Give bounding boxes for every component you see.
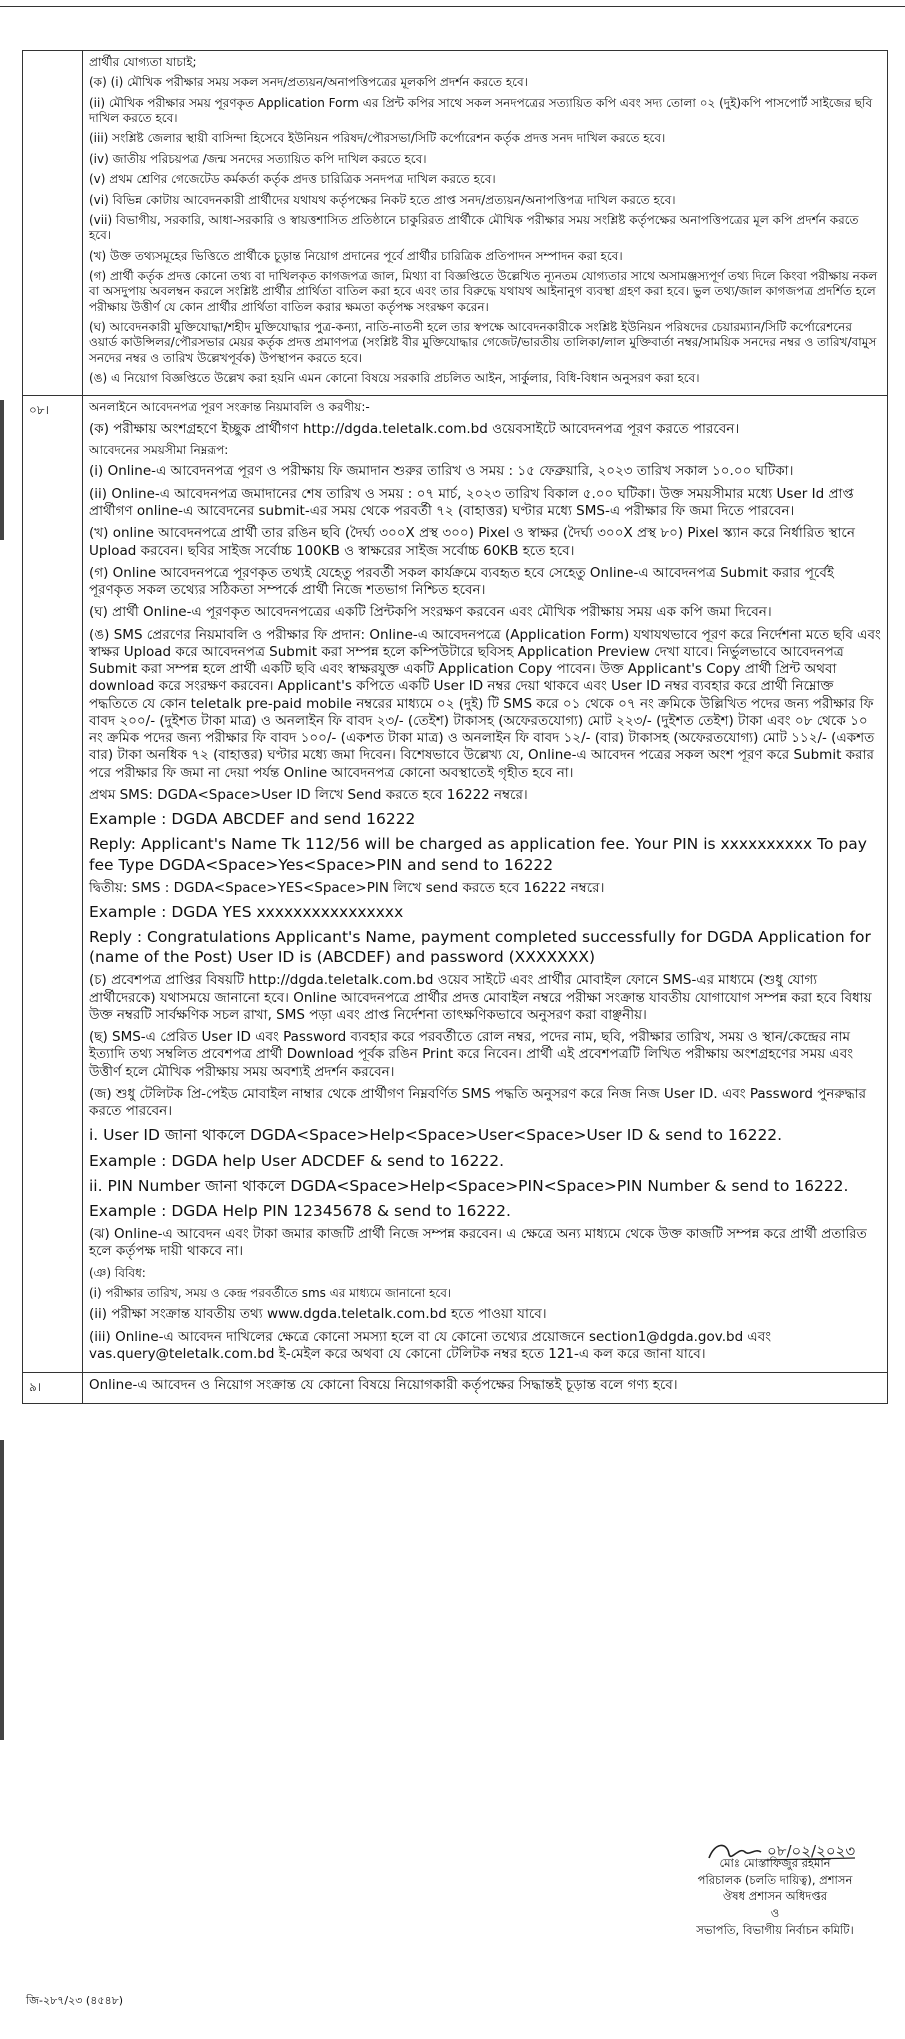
clause-text: (খ) উক্ত তথ্যসমূহের ভিত্তিতে প্রার্থীকে চূড়ান্ত নিয়োগ প্রদানের পূর্বে প্রার্থীর চারিত্রিক প্রতিপাদন সম্পাদন করা হবে। [89,248,623,263]
row-number: ০৮। [23,396,83,1373]
clause-text: Example : DGDA help User ADCDEF & send to 16222. [89,1151,505,1170]
clause-text: (iii) Online-এ আবেদন দাখিলের ক্ষেত্রে কোনো সমস্যা হলে বা যে কোনো তথ্যের প্রয়োজনে section1@dgda.gov.bd এবং vas.query@teletalk.com.bd ই-মেইল করে অথবা যে কোনো টেলিটক নম্বর হতে 121-এ কল করে জানা যাবে। [89,1328,772,1362]
notice-row [23,396,888,1373]
clause-text: Reply: Applicant's Name Tk 112/56 will be charged as application fee. Your PIN is xxxxxxxxxx To pay fee Type DGDA<Space>Yes<Space>PIN and send to 16222 [89,835,867,874]
clause-text: (ঙ) SMS প্রেরণের নিয়মাবলি ও পরীক্ষার ফি প্রদান: Online-এ আবেদনপত্রে (Application Form) যথাযথভাবে পূরণ করে নির্দেশনা মতে ছবি এবং স্বাক্ষর Upload করে আবেদনপত্র Submit করা সম্পন্ন হলে কম্পিউটারে ছবিসহ Application Preview দেখা যাবে। নির্ভুলভাবে আবেদনপত্র Submit করা সম্পন্ন হলে প্রার্থী একটি ছবি এবং স্বাক্ষরযুক্ত একটি Application Copy পাবেন। উক্ত Applicant's Copy প্রার্থী প্রিন্ট অথবা download করে সংরক্ষণ করবেন। Applicant's কপিতে একটি User ID নম্বর দেয়া থাকবে এবং User ID নম্বর ব্যবহার করে প্রার্থী নিম্নোক্ত পদ্ধতিতে যে কোন teletalk pre-paid mobile নম্বরের মাধ্যমে ০২ (দুই) টি SMS করে ০১ থেকে ০৭ নং ক্রমিকে উল্লিখিত পদের জন্য পরীক্ষার ফি বাবদ ২০০/- (দুইশত টাকা মাত্র) ও অনলাইন ফি বাবদ ২৩/- (তেইশ) টাকাসহ (অফেরতযোগ্য) মোট ২২৩/- (দুইশত তেইশ) টাকা এবং ০৮ থেকে ১০ নং ক্রমিক পদের জন্য পরীক্ষার ফি বাবদ ১০০/- (একশত টাকা মাত্র) ও অনলাইন ফি বাবদ ১২/- (বার) টাকাসহ (অফেরতযোগ্য) মোট ১১২/- (একশত বার) টাকা অনধিক ৭২ (বাহাত্তর) ঘণ্টার মধ্যে জমা দিবেন। বিশেষভাবে উল্লেখ্য যে, Online-এ আবেদন পত্রের সকল অংশ পূরণ করে Submit করার পরে পরীক্ষার ফি জমা না দেয়া পর্যন্ত Online আবেদনপত্র কোনো অবস্থাতেই গৃহীত হবে না। [89,626,881,781]
clause-text: (vii) বিভাগীয়, সরকারি, আধা-সরকারি ও স্বায়ত্তশাসিত প্রতিষ্ঠানে চাকুরিরত প্রার্থীকে মৌখিক পরীক্ষার সময় সংশ্লিষ্ট কর্তৃপক্ষের অনাপত্তিপত্রের মূল কপি প্রদর্শন করতে হবে। [89,212,859,243]
clause-text: (iv) জাতীয় পরিচয়পত্র /জন্ম সনদের সত্যায়িত কপি দাখিল করতে হবে। [89,151,427,166]
clause-text: (ii) মৌখিক পরীক্ষার সময় পূরণকৃত Application Form এর প্রিন্ট কপির সাথে সকল সনদপত্রের সত্যায়িত কপি এবং সদ্য তোলা ০২ (দুই)কপি পাসপোর্ট সাইজের ছবি দাখিল করতে হবে। [89,95,873,126]
clause-text: Example : DGDA Help PIN 12345678 & send to 16222. [89,1201,511,1220]
row-number: ৯। [23,1373,83,1404]
clause-text: ii. PIN Number জানা থাকলে DGDA<Space>Help<Space>PIN<Space>PIN Number & send to 16222. [89,1176,849,1195]
clause-text: প্রথম SMS: DGDA<Space>User ID লিখে Send করতে হবে 16222 নম্বরে। [89,786,528,803]
clause-text: আবেদনের সময়সীমা নিম্নরূপ: [89,443,229,458]
row-content [83,396,888,1373]
clause-text: (ছ) SMS-এ প্রেরিত User ID এবং Password ব্যবহার করে পরবর্তীতে রোল নম্বর, পদের নাম, ছবি, পরীক্ষার তারিখ, সময় ও স্থান/কেন্দ্রের নাম ইত্যাদি তথ্য সম্বলিত প্রবেশপত্র প্রার্থী Download পূর্বক রঙিন Print করে নিবেন। প্রার্থী এই প্রবেশপত্রটি লিখিত পরীক্ষায় অংশগ্রহণের সময় এবং উত্তীর্ণ হলে মৌখিক পরীক্ষায় সময় অবশ্যই প্রদর্শন করবেন। [89,1029,854,1080]
clause-text: (ii) Online-এ আবেদনপত্র জমাদানের শেষ তারিখ ও সময় : ০৭ মার্চ, ২০২৩ তারিখ বিকাল ৫.০০ ঘটিকা। উক্ত সময়সীমার মধ্যে User Id প্রাপ্ত প্রার্থীগণ online-এ আবেদনের submit-এর সময় থেকে পরবর্তী ৭২ (বাহাত্তর) ঘণ্টার মধ্যে SMS-এ পরীক্ষার ফি জমা দিতে পারবেন। [89,485,854,519]
footer-reference: জি-২৮৭/২৩ (৪৫৪৮) [26,1994,124,2007]
clause-text: (ঘ) প্রার্থী Online-এ পূরণকৃত আবেদনপত্রের একটি প্রিন্টকপি সংরক্ষণ করবেন এবং মৌখিক পরীক্ষায় সময় এক কপি জমা দিবেন। [89,604,772,621]
clause-text: Example : DGDA ABCDEF and send 16222 [89,810,416,829]
clause-text: (i) Online-এ আবেদনপত্র পূরণ ও পরীক্ষায় ফি জমাদান শুরুর তারিখ ও সময় : ১৫ ফেব্রুয়ারি, ২০২৩ তারিখ সকাল ১০.০০ ঘটিকা। [89,463,794,480]
notice-table [22,50,888,1404]
clause-text: প্রার্থীর যোগ্যতা যাচাই; [89,55,197,69]
signature-block [660,1855,890,1938]
signatory-committee: সভাপতি, বিভাগীয় নির্বাচন কমিটি। [696,1922,854,1937]
row-content [83,51,888,396]
clause-text: (গ) প্রার্থী কর্তৃক প্রদত্ত কোনো তথ্য বা দাখিলকৃত কাগজপত্র জাল, মিথ্যা বা বিজ্ঞপ্তিতে উল্লেখিত ন্যূনতম যোগ্যতার সাথে অসামঞ্জস্যপূর্ণ তথ্য দিলে কিংবা পরীক্ষায় নকল বা অসদুপায় অবলম্বন করলে সংশ্লিষ্ট প্রার্থীর প্রার্থিতা বাতিল করা হবে এবং তার বিরুদ্ধে যথাযথ আইনানুগ ব্যবস্থা গ্রহণ করা হবে। ভুল তথ্য/জাল কাগজপত্র প্রদর্শিত হলে পরীক্ষায় উত্তীর্ণ যে কোন প্রার্থীর প্রার্থিতা বাতিল করার ক্ষমতা কর্তৃপক্ষ সংরক্ষণ করেন। [89,268,878,314]
notice-row [23,51,888,396]
clause-text: (ক) (i) মৌখিক পরীক্ষার সময় সকল সনদ/প্রত্যয়ন/অনাপত্তিপত্রের মূলকপি প্রদর্শন করতে হবে। [89,75,528,90]
row-content [83,1373,888,1404]
row-number [23,51,83,396]
clause-text: দ্বিতীয়: SMS : DGDA<Space>YES<Space>PIN লিখে send করতে হবে 16222 নম্বরে। [89,879,605,896]
clause-text: (vi) বিভিন্ন কোটায় আবেদনকারী প্রার্থীদের যথাযথ কর্তৃপক্ষের নিকট হতে প্রাপ্ত সনদ/প্রত্যয়ন/অনাপত্তিপত্র দাখিল করতে হবে। [89,192,676,207]
clause-text: (চ) প্রবেশপত্র প্রাপ্তির বিষয়টি http://dgda.teletalk.com.bd ওয়েব সাইটে এবং প্রার্থীর মোবাইল ফোনে SMS-এর মাধ্যমে (শুধু যোগ্য প্রার্থীদেরকে) যথাসময়ে জানানো হবে। Online আবেদনপত্রে প্রার্থীর প্রদত্ত মোবাইল নম্বরে পরীক্ষা সংক্রান্ত যাবতীয় যোগাযোগ সম্পন্ন করা হবে বিধায় উক্ত নম্বরটি সার্বক্ষণিক সচল রাখা, SMS পড়া এবং প্রাপ্ত নির্দেশনা তাৎক্ষণিকভাবে অনুসরণ করা বাঞ্ছনীয়। [89,972,872,1023]
clause-text: (ঘ) আবেদনকারী মুক্তিযোদ্ধা/শহীদ মুক্তিযোদ্ধার পুত্র-কন্যা, নাতি-নাতনী হলে তার স্বপক্ষে আবেদনকারীকে সংশ্লিষ্ট ইউনিয়ন পরিষদের চেয়ারম্যান/সিটি কর্পোরেশনের ওয়ার্ড কাউন্সিলর/পৌরসভার মেয়র কর্তৃক প্রদত্ত প্রমাণপত্র (সংশ্লিষ্ট বীর মুক্তিযোদ্ধার গেজেট/ভারতীয় তালিকা/লাল মুক্তিবার্তা নম্বর/সাময়িক সনদের নম্বর ও তারিখ/বামুস সনদের নম্বর ও তারিখ উল্লেখপূর্বক) উপস্থাপন করতে হবে। [89,320,877,365]
clause-text: (ঝ) Online-এ আবেদন এবং টাকা জমার কাজটি প্রার্থী নিজে সম্পন্ন করবেন। এ ক্ষেত্রে অন্য মাধ্যমে থেকে উক্ত কাজটি সম্পন্ন করে প্রার্থী প্রতারিত হলে কর্তৃপক্ষ দায়ী থাকবে না। [89,1226,867,1260]
clause-text: (জ) শুধু টেলিটক প্রি-পেইড মোবাইল নাম্বার থেকে প্রার্থীগণ নিম্নবর্ণিত SMS পদ্ধতি অনুসরণ করে নিজ নিজ User ID. এবং Password পুনরুদ্ধার করতে পারবেন। [89,1085,867,1120]
signatory-conjunction: ও [770,1906,780,1921]
clause-text: Example : DGDA YES xxxxxxxxxxxxxxxx [89,902,404,921]
signature-date: ০৮/০২/২০২৩ [767,1842,856,1860]
clause-text: Online-এ আবেদন ও নিয়োগ সংক্রান্ত যে কোনো বিষয়ে নিয়োগকারী কর্তৃপক্ষের সিদ্ধান্তই চূড়ান্ত বলে গণ্য হবে। [89,1377,678,1394]
clause-text: (ক) পরীক্ষায় অংশগ্রহণে ইচ্ছুক প্রার্থীগণ http://dgda.teletalk.com.bd ওয়েবসাইটে আবেদনপত্র পূরণ করতে পারবেন। [89,420,740,437]
clause-text: (ঙ) এ নিয়োগ বিজ্ঞপ্তিতে উল্লেখ করা হয়নি এমন কোনো বিষয়ে সরকারি প্রচলিত আইন, সার্কুলার, বিধি-বিধান অনুসরণ করা হবে। [89,371,700,386]
signatory-name: মোঃ মোস্তাফিজুর রহমান [719,1856,831,1870]
clause-text: Reply : Congratulations Applicant's Name, payment completed successfully for DGDA Application for (name of the Post) User ID is (ABCDEF) and password (XXXXXXX) [89,928,871,967]
margin-mark [0,1440,4,1740]
signatory-title: পরিচালক (চলতি দায়িত্ব), প্রশাসন [697,1872,853,1887]
clause-text: (ii) পরীক্ষা সংক্রান্ত যাবতীয় তথ্য www.dgda.teletalk.com.bd হতে পাওয়া যাবে। [89,1306,547,1323]
page-top-rule [0,6,905,7]
signatory-office: ঔষধ প্রশাসন অধিদপ্তর [722,1889,828,1904]
clause-text: i. User ID জানা থাকলে DGDA<Space>Help<Space>User<Space>User ID & send to 16222. [89,1126,783,1145]
clause-text: (খ) online আবেদনপত্রে প্রার্থী তার রঙিন ছবি (দৈর্ঘ্য ৩০০X প্রস্থ ৩০০) Pixel ও স্বাক্ষর (দৈর্ঘ্য ৩০০X প্রস্থ ৮০) Pixel স্ক্যান করে নির্ধারিত স্থানে Upload করবেন। ছবির সাইজ সর্বোচ্চ 100KB ও স্বাক্ষরের সাইজ সর্বোচ্চ 60KB হতে হবে। [89,525,855,559]
notice-row [23,1373,888,1404]
margin-mark [0,400,4,540]
clause-text: (ঞ) বিবিধ: [89,1265,146,1280]
clause-text: (i) পরীক্ষার তারিখ, সময় ও কেন্দ্র পরবর্তীতে sms এর মাধ্যমে জানানো হবে। [89,1285,452,1300]
clause-text: (গ) Online আবেদনপত্রে পূরণকৃত তথ্যই যেহেতু পরবর্তী সকল কার্যক্রমে ব্যবহৃত হবে সেহেতু Online-এ আবেদনপত্র Submit করার পূর্বেই পূরণকৃত সকল তথ্যের সঠিকতা সম্পর্কে প্রার্থী নিজে শতভাগ নিশ্চিত হবেন। [89,564,834,599]
clause-text: অনলাইনে আবেদনপত্র পূরণ সংক্রান্ত নিয়মাবলি ও করণীয়:- [89,400,370,415]
clause-text: (v) প্রথম শ্রেণির গেজেটেড কর্মকর্তা কর্তৃক প্রদত্ত চারিত্রিক সনদপত্র দাখিল করতে হবে। [89,172,496,187]
clause-text: (iii) সংশ্লিষ্ট জেলার স্থায়ী বাসিন্দা হিসেবে ইউনিয়ন পরিষদ/পৌরসভা/সিটি কর্পোরেশন কর্তৃক প্রদত্ত সনদ দাখিল করতে হবে। [89,131,666,146]
